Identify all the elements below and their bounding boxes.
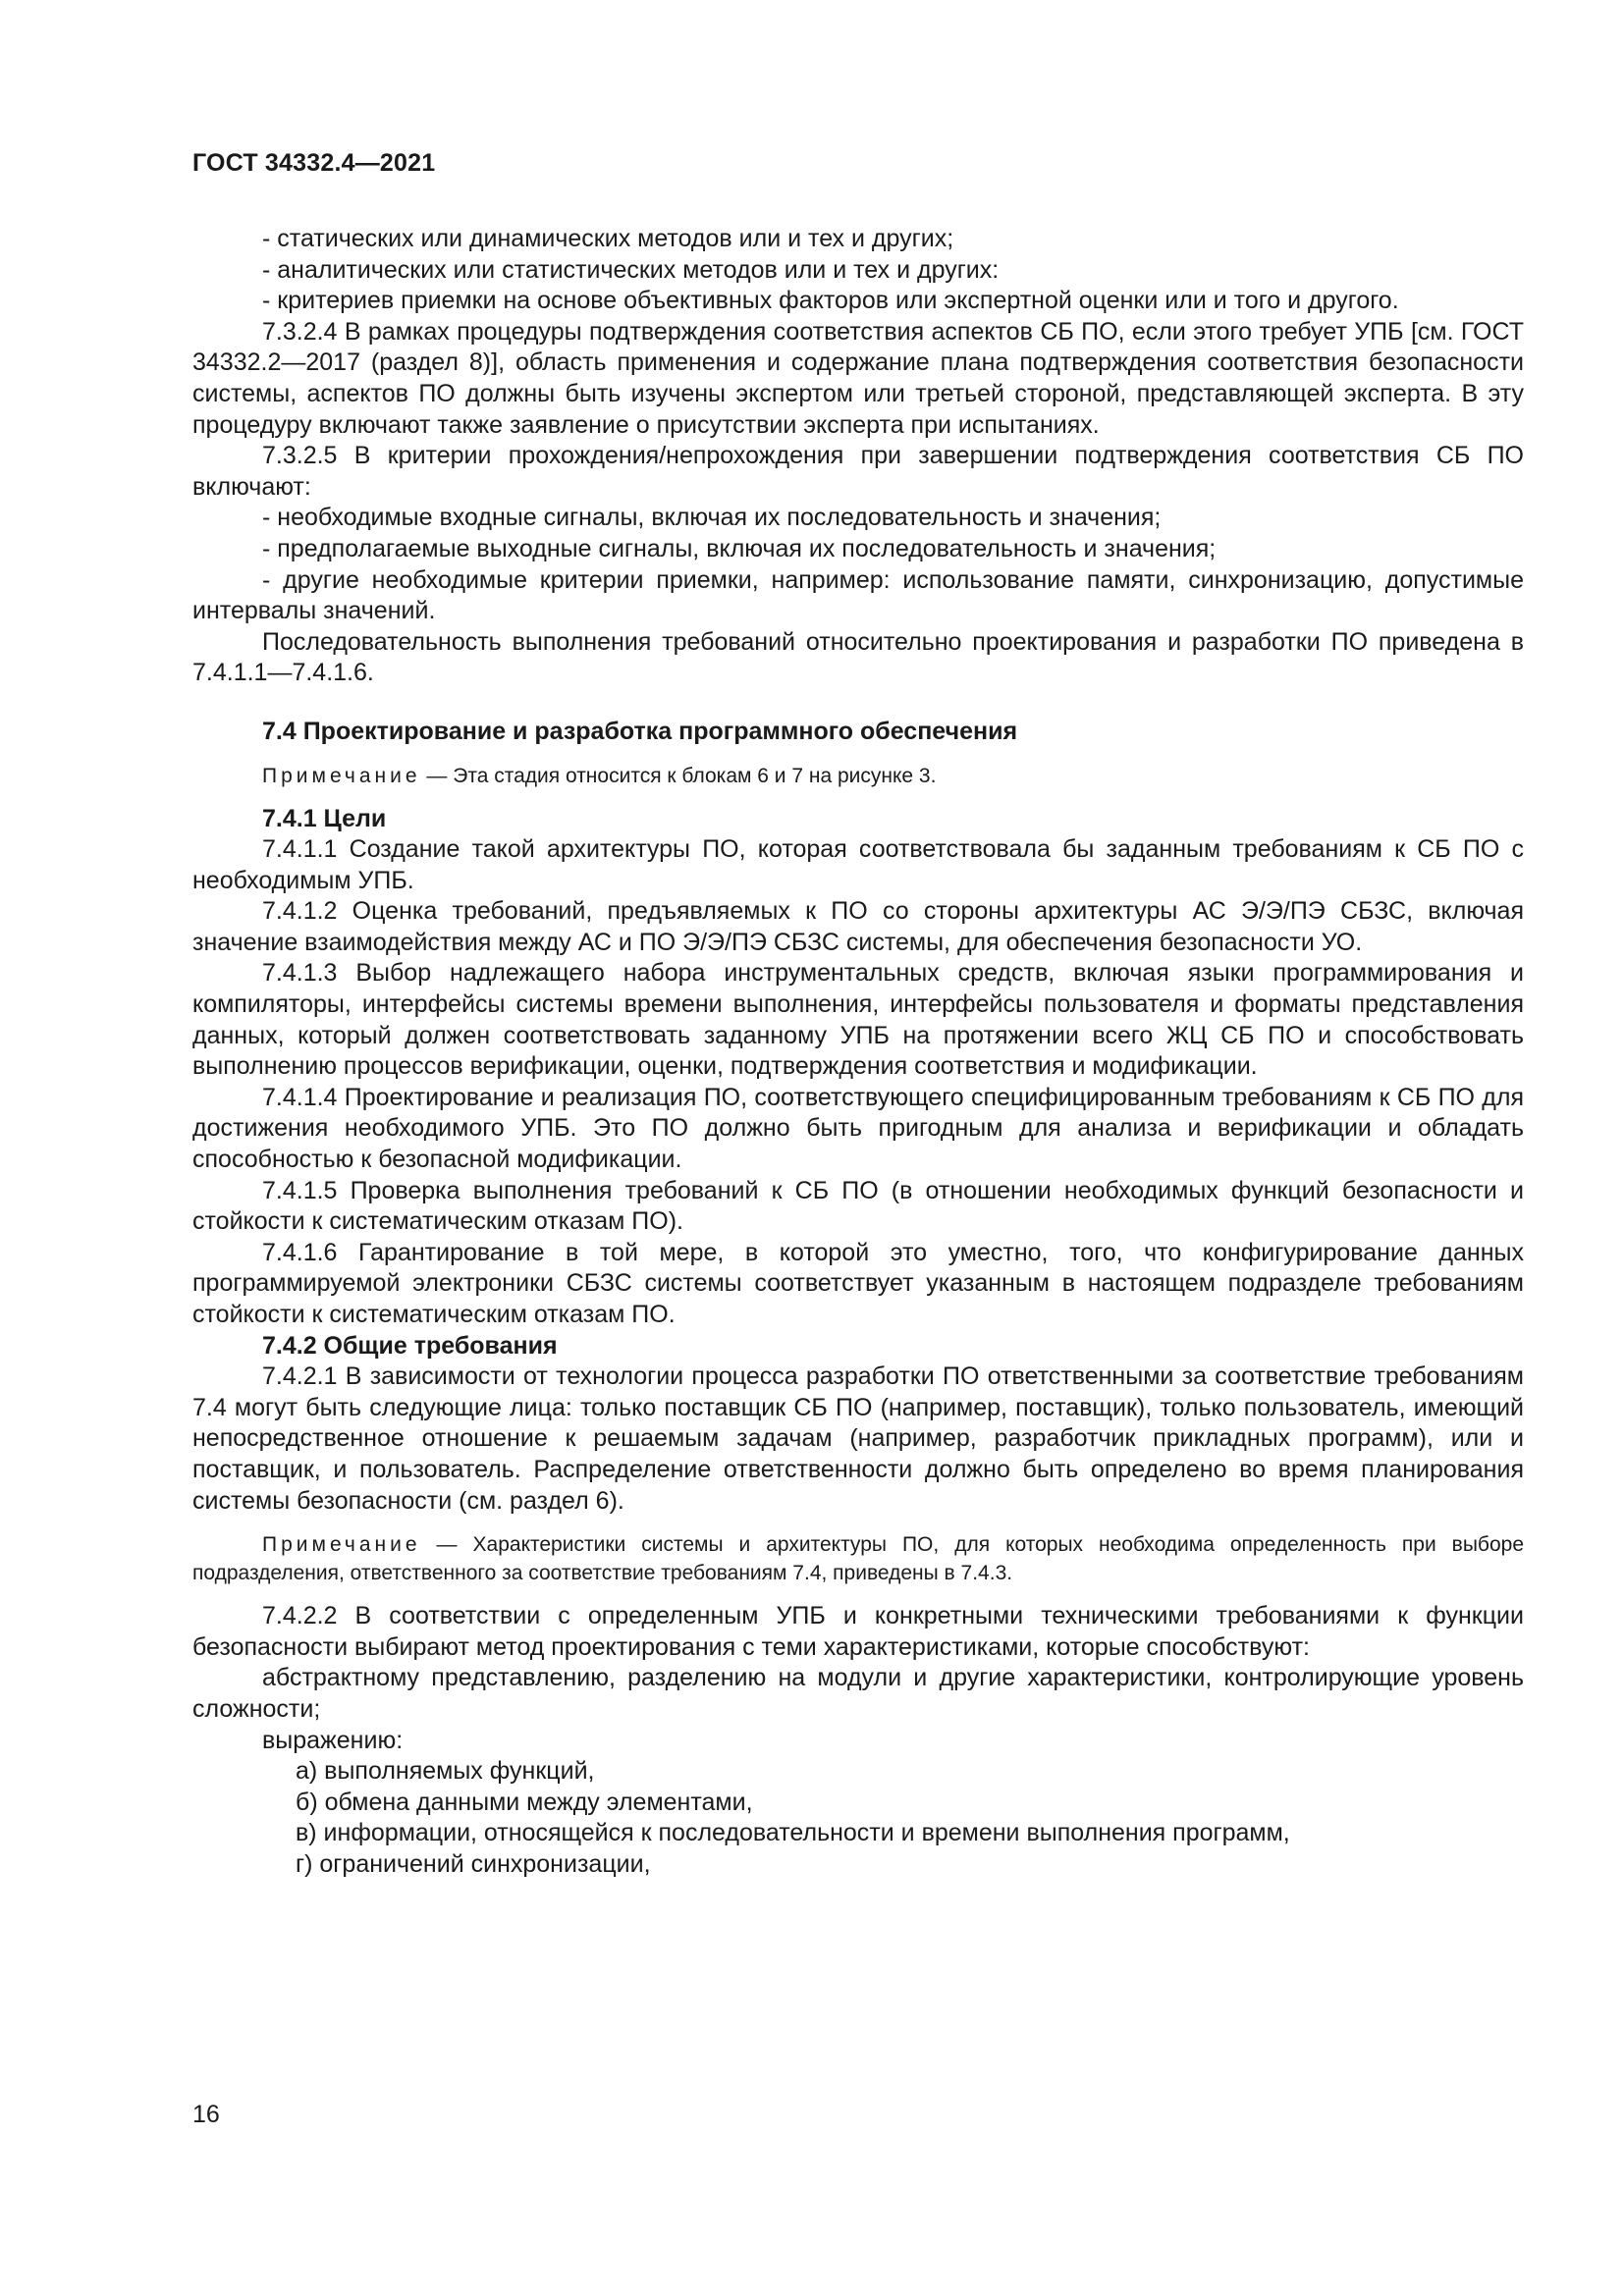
- paragraph-7-4-2-2: 7.4.2.2 В соответствии с определенным УПБ и конкретными техническими требованиями к функции безопасности выбирают метод проектирования с теми характеристиками, которые способствуют:: [192, 1602, 1524, 1661]
- note-text: — Эта стадия относится к блокам 6 и 7 на рисунке 3.: [420, 764, 937, 787]
- paragraph-7-4-2-1: 7.4.2.1 В зависимости от технологии процесса разработки ПО ответственными за соответствие требованиям 7.4 могут быть следующие лица: только поставщик СБ ПО (например, поставщик), только пользователь, имеющий непосредственное отношение к решаемым задачам (например, разработчик прикладных программ), или и поставщик, и пользователь. Распределение ответственности должно быть определено во время планирования системы безопасности (см. раздел 6).: [192, 1362, 1524, 1515]
- paragraph-expression: выражению:: [262, 1726, 404, 1754]
- note-label: Примечание: [262, 764, 421, 787]
- list-item: а) выполняемых функций,: [296, 1757, 595, 1786]
- goal-7-4-1-6: 7.4.1.6 Гарантирование в той мере, в которой это уместно, того, что конфигурирование данных программируемой электроники СБЗС системы соответствует указанным в настоящем подразделе требованиям стойкости к систематическим отказам ПО.: [192, 1238, 1524, 1328]
- paragraph-abstract: абстрактному представлению, разделению на модули и другие характеристики, контролирующие уровень сложности;: [192, 1664, 1524, 1723]
- note-1: [192, 762, 1524, 790]
- list-item: - критериев приемки на основе объективных факторов или экспертной оценки или и того и другого.: [262, 287, 1399, 315]
- paragraph-7-3-2-4: 7.3.2.4 В рамках процедуры подтверждения соответствия аспектов СБ ПО, если этого требует УПБ [см. ГОСТ 34332.2—2017 (раздел 8)], область применения и содержание плана подтверждения соответствия безопасности системы, аспектов ПО должны быть изучены экспертом или третьей стороной, представляющей эксперта. В эту процедуру включают также заявление о присутствии эксперта при испытаниях.: [192, 317, 1524, 439]
- list-item: - предполагаемые выходные сигналы, включая их последовательность и значения;: [262, 534, 1217, 562]
- note-2: [192, 1530, 1524, 1587]
- list-item: г) ограничений синхронизации,: [296, 1849, 651, 1878]
- goal-7-4-1-1: 7.4.1.1 Создание такой архитектуры ПО, которая соответствовала бы заданным требованиям к СБ ПО с необходимым УПБ.: [192, 835, 1524, 894]
- goal-7-4-1-2: 7.4.1.2 Оценка требований, предъявляемых к ПО со стороны архитектуры АС Э/Э/ПЭ СБЗС, включая значение взаимодействия между АС и ПО Э/Э/ПЭ СБЗС системы, для обеспечения безопасности УО.: [192, 897, 1524, 956]
- page-number: 16: [192, 2101, 220, 2128]
- list-item: б) обмена данными между элементами,: [296, 1788, 753, 1816]
- note-text: — Характеристики системы и архитектуры ПО, для которых необходима определенность при выборе подразделения, ответственного за соответствие требованиям 7.4, приведены в 7.4.3.: [192, 1533, 1524, 1585]
- document-header: ГОСТ 34332.4—2021: [192, 149, 436, 177]
- list-item: - другие необходимые критерии приемки, например: использование памяти, синхронизацию, допустимые интервалы значений.: [192, 565, 1524, 625]
- paragraph-sequence: Последовательность выполнения требований относительно проектирования и разработки ПО приведена в 7.4.1.1—7.4.1.6.: [192, 627, 1524, 687]
- goal-7-4-1-5: 7.4.1.5 Проверка выполнения требований к СБ ПО (в отношении необходимых функций безопасности и стойкости к систематическим отказам ПО).: [192, 1176, 1524, 1236]
- list-item: - необходимые входные сигналы, включая их последовательность и значения;: [262, 504, 1162, 532]
- goal-7-4-1-4: 7.4.1.4 Проектирование и реализация ПО, соответствующего специфицированным требованиям к СБ ПО для достижения необходимого УПБ. Это ПО должно быть пригодным для анализа и верификации и обладать способностью к безопасной модификации.: [192, 1083, 1524, 1174]
- note-label: Примечание: [262, 1533, 421, 1557]
- list-item: - аналитических или статистических методов или и тех и других:: [262, 255, 1000, 284]
- list-item: в) информации, относящейся к последовательности и времени выполнения программ,: [296, 1819, 1290, 1847]
- subsection-heading-7-4-1: 7.4.1 Цели: [262, 804, 387, 832]
- subsection-heading-7-4-2: 7.4.2 Общие требования: [262, 1331, 558, 1360]
- paragraph-7-3-2-5: 7.3.2.5 В критерии прохождения/непрохождения при завершении подтверждения соответствия СБ ПО включают:: [192, 442, 1524, 501]
- goal-7-4-1-3: 7.4.1.3 Выбор надлежащего набора инструментальных средств, включая языки программирования и компиляторы, интерфейсы системы времени выполнения, интерфейсы пользователя и форматы представления данных, который должен соответствовать заданному УПБ на протяжении всего ЖЦ СБ ПО и способствовать выполнению процессов верификации, оценки, подтверждения соответствия и модификации.: [192, 959, 1524, 1081]
- list-item: - статических или динамических методов или и тех и других;: [262, 225, 954, 252]
- document-body: [192, 224, 1524, 1881]
- section-heading-7-4: 7.4 Проектирование и разработка программного обеспечения: [262, 717, 1018, 745]
